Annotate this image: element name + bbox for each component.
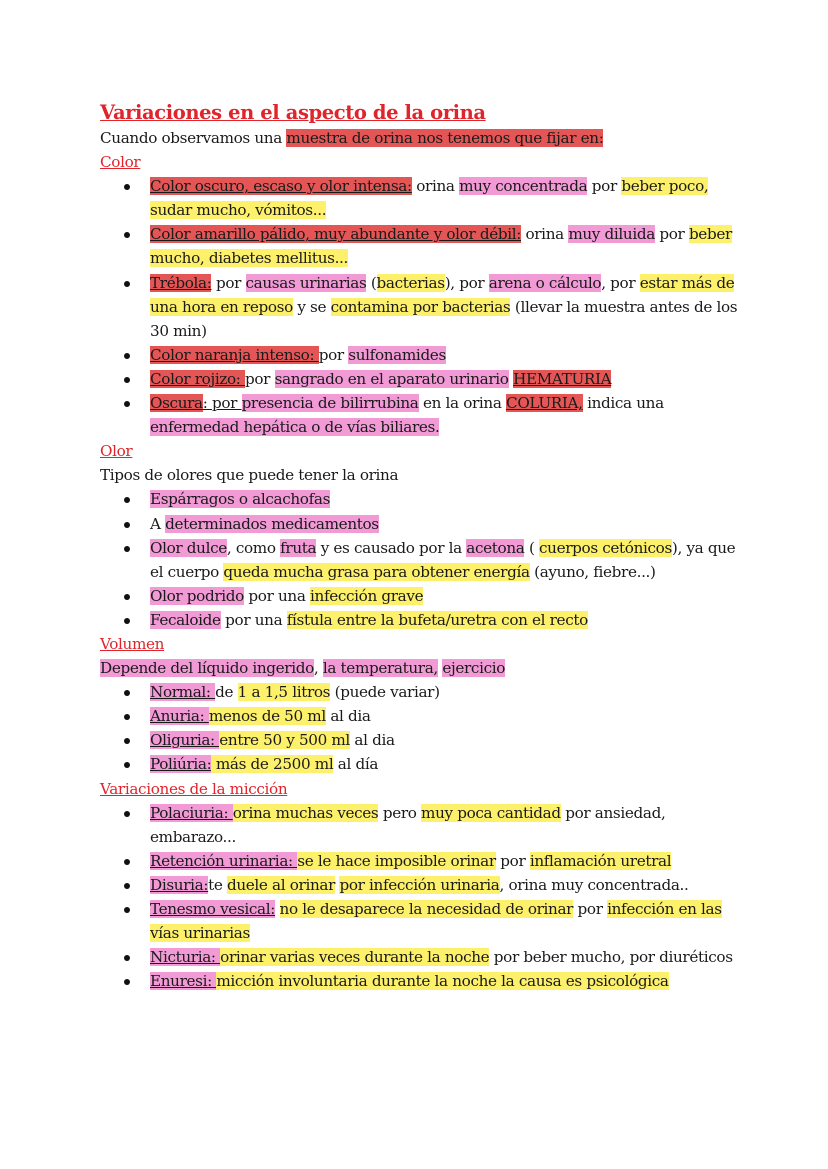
highlight-red: COLURIA, — [506, 394, 583, 413]
highlight-pink: la temperatura, — [322, 659, 438, 678]
section-intro — [100, 656, 740, 680]
highlight-yellow: cuerpos cetónicos — [539, 538, 672, 557]
highlight-red: muestra de orina nos tenemos que fijar en: — [286, 129, 604, 147]
list-item — [150, 608, 740, 632]
highlight-pink: Fecaloide — [150, 610, 221, 629]
highlight-red: Color rojizo: — [150, 369, 246, 388]
highlight-yellow: infección en las vías urinarias — [150, 900, 722, 943]
highlight-yellow: bacterias — [376, 273, 445, 292]
highlight-pink: Enuresi: — [150, 972, 217, 991]
highlight-pink: ejercicio — [442, 659, 506, 678]
text-run: orina — [521, 225, 569, 244]
highlight-yellow: orina muchas veces — [232, 803, 379, 822]
text-run: por — [654, 225, 689, 244]
list-item — [150, 487, 740, 511]
highlight-yellow: entre 50 y 500 ml — [219, 731, 350, 750]
highlight-pink: Tenesmo vesical: — [150, 900, 276, 918]
text-run: (llevar la muestra antes de los 30 min) — [150, 297, 738, 340]
list-item — [150, 391, 740, 439]
text-run: y se — [292, 297, 331, 316]
section-heading: Olor — [100, 442, 133, 461]
text-run: : por — [202, 394, 242, 413]
text-run: y es causado por la — [316, 538, 467, 557]
list-item — [150, 728, 740, 752]
highlight-yellow: queda mucha grasa para obtener energía — [223, 562, 530, 581]
bullet-list — [100, 680, 740, 776]
list-item — [150, 849, 740, 873]
text-run: , por — [601, 273, 640, 292]
highlight-pink: Nicturia: — [150, 948, 221, 967]
highlight-pink: Olor dulce — [150, 538, 227, 557]
highlight-yellow: micción involuntaria durante la noche la causa es psicológica — [216, 972, 669, 991]
list-item — [150, 536, 740, 584]
highlight-pink: Normal: — [150, 683, 216, 702]
list-item — [150, 897, 740, 945]
highlight-pink: presencia de bilirrubina — [241, 394, 419, 413]
highlight-yellow: orinar varias veces durante la noche — [220, 948, 490, 967]
list-item — [150, 704, 740, 728]
list-item — [150, 969, 740, 993]
text-run: por — [573, 900, 608, 918]
text-run — [275, 900, 279, 918]
highlight-yellow: menos de 50 ml — [208, 707, 326, 726]
text-run: al dia — [325, 707, 371, 726]
list-item — [150, 584, 740, 608]
highlight-pink: arena o cálculo — [488, 273, 602, 292]
document-page — [100, 99, 740, 993]
highlight-yellow: duele al orinar — [226, 875, 335, 894]
text-run: ( — [524, 538, 540, 557]
highlight-yellow: estar más de una hora en reposo — [150, 273, 735, 316]
highlight-pink: enfermedad hepática o de vías biliares. — [150, 418, 440, 437]
highlight-pink: Retención urinaria: — [150, 851, 298, 870]
section-intro — [100, 463, 740, 487]
intro-paragraph — [100, 126, 740, 150]
section-heading: Color — [100, 153, 141, 172]
highlight-red: Trébola: — [150, 273, 212, 292]
list-item — [150, 343, 740, 367]
text-run: en la orina — [418, 394, 507, 413]
text-run: Cuando observamos una — [100, 129, 287, 147]
text-run: por — [318, 345, 349, 364]
highlight-yellow: no le desaparece la necesidad de orinar — [279, 900, 574, 918]
text-run: al dia — [349, 731, 395, 750]
list-item — [150, 367, 740, 391]
highlight-pink: Olor podrido — [150, 586, 244, 605]
text-run: por ansiedad, embarazo... — [150, 803, 666, 846]
text-run: Tipos de olores que puede tener la orina — [100, 466, 399, 485]
sections-container — [100, 150, 740, 993]
text-run: A — [150, 514, 166, 533]
list-item — [150, 271, 740, 343]
list-item — [150, 945, 740, 969]
list-item — [150, 680, 740, 704]
highlight-pink: Polaciuria: — [150, 803, 233, 822]
list-item — [150, 222, 740, 270]
text-run: , como — [226, 538, 281, 557]
highlight-pink: Oliguria: — [150, 731, 220, 750]
highlight-pink: Depende del líquido ingerido — [100, 659, 314, 678]
highlight-pink: sangrado en el aparato urinario — [274, 369, 509, 388]
section-heading: Variaciones de la micción — [100, 779, 288, 798]
highlight-yellow: se le hace imposible orinar — [297, 851, 496, 870]
highlight-red: Color amarillo pálido, muy abundante y olor débil: — [150, 225, 521, 244]
list-item — [150, 873, 740, 897]
text-run: (ayuno, fiebre...) — [529, 562, 656, 581]
highlight-yellow: muy poca cantidad — [421, 803, 561, 822]
text-run: indica una — [582, 394, 664, 413]
text-run: orina — [411, 177, 460, 196]
highlight-pink: sulfonamides — [348, 345, 446, 364]
highlight-pink: causas urinarias — [245, 273, 367, 292]
highlight-red: Oscura — [150, 394, 203, 413]
text-run: pero — [378, 803, 422, 822]
highlight-pink: Disuria: — [150, 875, 209, 894]
text-run: por — [495, 851, 530, 870]
highlight-pink: muy diluida — [568, 225, 655, 244]
highlight-pink: Anuria: — [150, 707, 209, 726]
text-run: , orina muy concentrada.. — [499, 875, 689, 894]
highlight-red: Color oscuro, escaso y olor intensa: — [150, 177, 412, 196]
text-run: por — [245, 369, 275, 388]
highlight-yellow: más de 2500 ml — [211, 755, 334, 774]
highlight-pink: Espárragos o alcachofas — [150, 490, 331, 509]
page-title: Variaciones en el aspecto de la orina — [100, 101, 486, 124]
highlight-pink: Poliúria: — [150, 755, 212, 774]
highlight-yellow: infección grave — [310, 586, 424, 605]
highlight-yellow: contamina por bacterias — [330, 297, 511, 316]
highlight-pink: fruta — [280, 538, 317, 557]
text-run: por — [211, 273, 246, 292]
text-run: te — [208, 875, 227, 894]
text-run: ), por — [444, 273, 489, 292]
text-run: por beber mucho, por diuréticos — [489, 948, 733, 967]
highlight-yellow: por infección urinaria — [339, 875, 500, 894]
bullet-list — [100, 801, 740, 994]
highlight-yellow: beber mucho, diabetes mellitus... — [150, 225, 732, 268]
highlight-red: Color naranja intenso: — [150, 345, 319, 364]
highlight-pink: acetona — [466, 538, 525, 557]
text-run: (puede variar) — [330, 683, 440, 702]
text-run: por — [587, 177, 622, 196]
list-item — [150, 752, 740, 776]
text-run: por una — [220, 610, 287, 629]
bullet-list — [100, 487, 740, 632]
bullet-list — [100, 174, 740, 439]
text-run: por una — [243, 586, 310, 605]
list-item — [150, 801, 740, 849]
highlight-yellow: fístula entre la bufeta/uretra con el recto — [286, 610, 588, 629]
text-run: ( — [366, 273, 377, 292]
highlight-yellow: beber poco, sudar mucho, vómitos... — [150, 177, 709, 220]
highlight-pink: determinados medicamentos — [165, 514, 379, 533]
text-run: de — [215, 683, 238, 702]
section-heading: Volumen — [100, 634, 165, 653]
text-run: al día — [333, 755, 379, 774]
highlight-yellow: inflamación uretral — [529, 851, 672, 870]
highlight-yellow: 1 a 1,5 litros — [237, 683, 331, 702]
text-run: , — [313, 659, 323, 678]
highlight-pink: muy concentrada — [459, 177, 588, 196]
highlight-red: HEMATURIA — [513, 369, 612, 388]
text-run: ), ya que el cuerpo — [150, 538, 736, 581]
list-item — [150, 512, 740, 536]
list-item — [150, 174, 740, 222]
